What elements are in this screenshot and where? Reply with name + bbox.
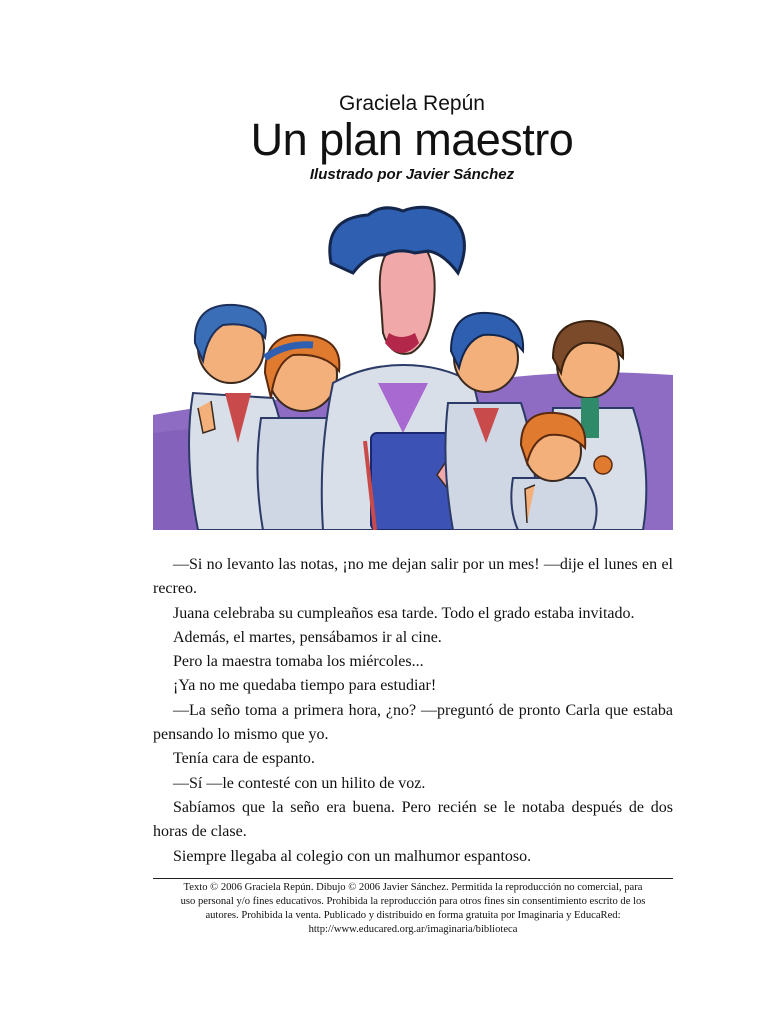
footer-divider — [153, 878, 673, 879]
story-paragraph: —Si no levanto las notas, ¡no me dejan salir por un mes! —dije el lunes en el recreo. — [153, 556, 673, 598]
story-paragraph: Siempre llegaba al colegio con un malhumor espantoso. — [173, 847, 532, 865]
story-paragraph: Pero la maestra tomaba los miércoles... — [173, 653, 424, 671]
footer-link[interactable]: http://www.educared.org.ar/imaginaria/biblioteca — [308, 924, 518, 935]
story-paragraph: Además, el martes, pensábamos ir al cine. — [173, 628, 442, 646]
story-paragraph: Sabíamos que la seño era buena. Pero recién se le notaba después de dos horas de clase. — [153, 798, 673, 841]
story-text — [153, 553, 673, 869]
page-title: Un plan maestro — [250, 114, 574, 165]
illustration-teacher-and-students — [153, 193, 673, 530]
story-paragraph: Juana celebraba su cumpleaños esa tarde. Todo el grado estaba invitado. — [173, 604, 635, 622]
story-paragraph: —Sí —le contesté con un hilito de voz. — [173, 774, 426, 792]
story-paragraph: ¡Ya no me quedaba tiempo para estudiar! — [173, 677, 437, 695]
illustrator-credit: Ilustrado por Javier Sánchez — [309, 166, 515, 183]
author-name: Graciela Repún — [339, 92, 485, 115]
copyright-footer — [150, 881, 676, 937]
story-paragraph: Tenía cara de espanto. — [173, 750, 315, 768]
footer-line: uso personal y/o fines educativos. Prohibida la reproducción para otros fines sin consentimiento escrito de los — [180, 896, 646, 907]
story-paragraph: —La seño toma a primera hora, ¿no? —preguntó de pronto Carla que estaba pensando lo mismo que yo. — [153, 701, 673, 744]
footer-line: autores. Prohibida la venta. Publicado y distribuido en forma gratuita por Imaginaria y EducaRed: — [205, 910, 621, 921]
footer-line: Texto © 2006 Graciela Repún. Dibujo © 2006 Javier Sánchez. Permitida la reproducción no comercial, para — [183, 882, 643, 893]
